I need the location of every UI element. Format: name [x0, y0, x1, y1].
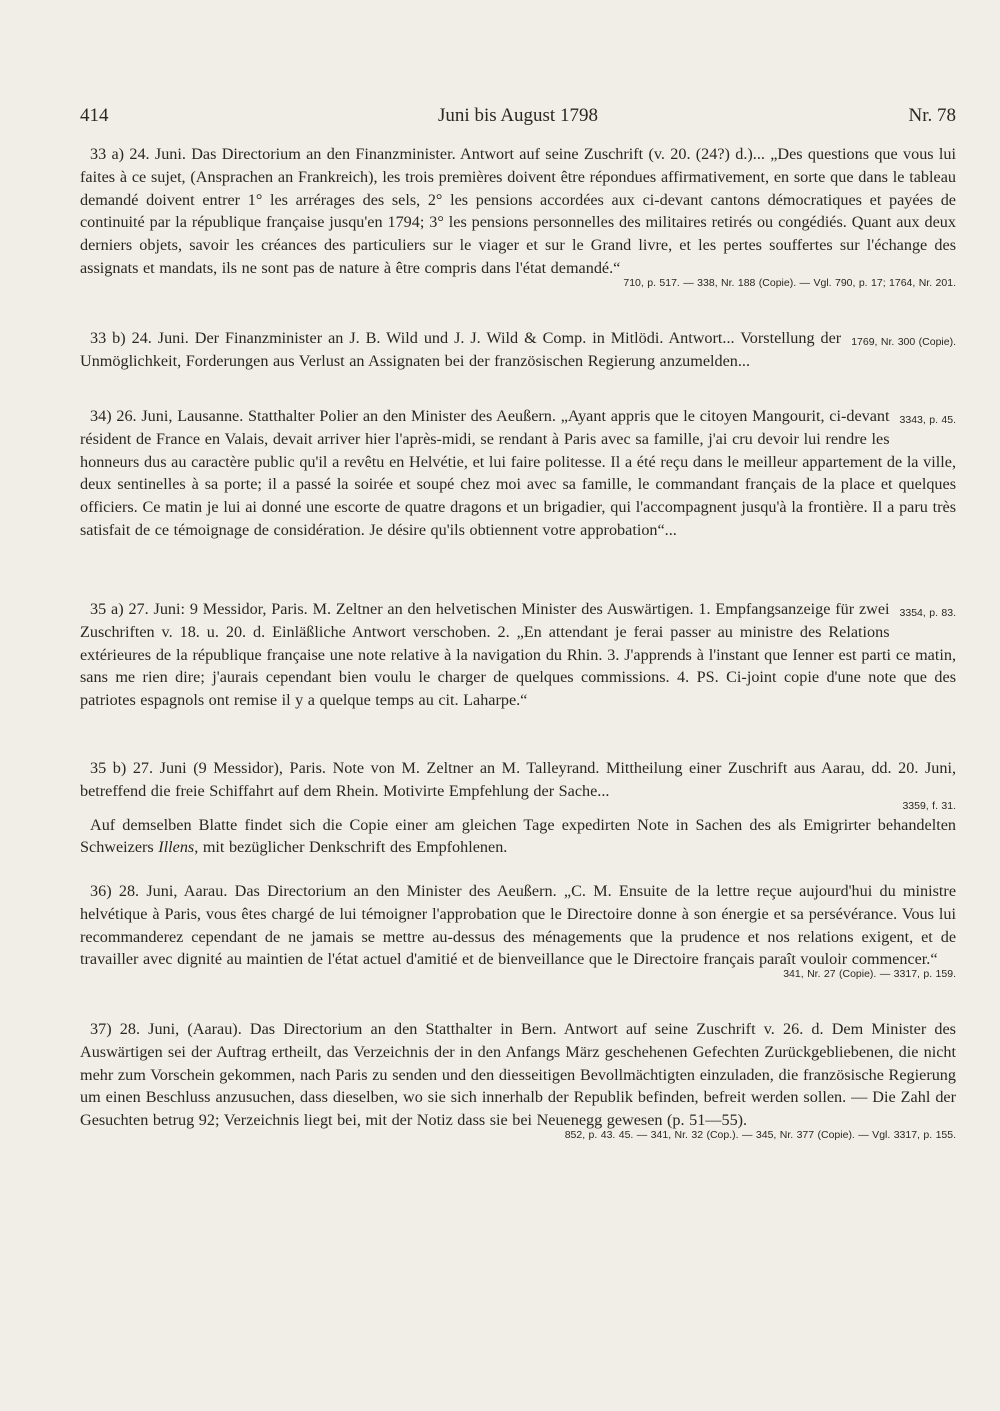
- entry-36: [80, 880, 956, 982]
- archive-reference: 3359, f. 31.: [902, 799, 956, 812]
- archive-reference: 3354, p. 83.: [899, 607, 956, 619]
- archive-reference: 710, p. 517. — 338, Nr. 188 (Copie). — Vgl. 790, p. 17; 1764, Nr. 201.: [623, 276, 956, 289]
- person-name: Illens: [158, 838, 195, 857]
- entry-note: Auf demselben Blatte findet sich die Copie einer am gleichen Tage expedirten Note in Sachen des als Emigrirter behandelten Schweizers Illens, mit bezüglicher Denkschrift des Empfohlenen.: [80, 815, 956, 857]
- archive-reference: 852, p. 43. 45. — 341, Nr. 32 (Cop.). — 345, Nr. 377 (Copie). — Vgl. 3317, p. 155.: [564, 1128, 956, 1141]
- entry-text: 33 a) 24. Juni. Das Directorium an den Finanzminister. Antwort auf seine Zuschrift (v. 20. (24?) d.)... „Des questions que vous lui faites à ce sujet, (Ansprachen an Frankreich), les trois premières doivent être répondues affirmativement, en sorte que dans le tableau demandé doivent entrer 1° les arrérages des sels, 2° les pensions accordées aux ci-devant cantons démocratiques et payées de continuité par la république française jusqu'en 1794; 3° les pensions personnelles des militaires retirés ou congédiés. Quant aux deux derniers objets, savoir les créances des particuliers sur le viager et sur le Grand livre, et les pertes souffertes sur l'échange des assignats et mandats, ils ne sont pas de nature à être compris dans l'état demandé.“: [80, 145, 956, 277]
- page-number: 414: [80, 105, 109, 126]
- entry-text: 36) 28. Juni, Aarau. Das Directorium an den Minister des Aeußern. „C. M. Ensuite de la lettre reçue aujourd'hui du ministre helvétique à Paris, vous êtes chargé de lui témoigner l'approbation que le Directoire donne à son énergie et sa persévérance. Vous lui recommanderez cependant de ne jamais se mettre au-dessus des ménagements que la prudence et nos relations exigent, et de travailler avec dignité au maintien de l'état actuel d'amitié et de bienveillance que le Directoire français paraît vouloir commencer.“: [80, 882, 956, 969]
- archive-reference: 1769, Nr. 300 (Copie).: [851, 336, 956, 348]
- entry-34: [80, 405, 956, 542]
- archive-reference: 3343, p. 45.: [899, 414, 956, 426]
- archive-reference: 341, Nr. 27 (Copie). — 3317, p. 159.: [783, 968, 956, 981]
- entry-text: 35 b) 27. Juni (9 Messidor), Paris. Note von M. Zeltner an M. Talleyrand. Mittheilung einer Zuschrift aus Aarau, dd. 20. Juni, betreffend die freie Schiffahrt auf dem Rhein. Motivirte Empfehlung der Sache...: [80, 759, 956, 800]
- entry-text: 1769, Nr. 300 (Copie). 33 b) 24. Juni. Der Finanzminister an J. B. Wild und J. J. Wild & Comp. in Mitlödi. Antwort... Vorstellung der Unmöglichkeit, Forderungen aus Verlust an Assignaten bei der französischen Regierung anzumelden...: [80, 329, 956, 370]
- entry-text: 3354, p. 83. 35 a) 27. Juni: 9 Messidor, Paris. M. Zeltner an den helvetischen Minister des Auswärtigen. 1. Empfangsanzeige für zwei Zuschriften v. 18. u. 20. d. Einläßliche Antwort verschoben. 2. „En attendant je ferai passer au ministre des Relations extérieures de la république française une note relative à la navigation du Rhin. 3. J'apprends à l'instant que Ienner est parti ce matin, sans me rien dire; j'aurais cependant bien voulu le charger de quelques commissions. 4. PS. Ci-joint copie d'une note que des patriotes espagnols ont remise il y a quelque temps au cit. Laharpe.“: [80, 600, 956, 710]
- running-title: Juni bis August 1798: [438, 105, 598, 126]
- entry-text: 37) 28. Juni, (Aarau). Das Directorium an den Statthalter in Bern. Antwort auf seine Zuschrift v. 26. d. Dem Minister des Auswärtigen sei der Auftrag ertheilt, das Verzeichnis der in den Anfangs März geschehenen Gefechten Zurückgebliebenen, die nicht mehr zum Vorschein gekommen, nach Paris zu senden und den diesseitigen Bevollmächtigten einzuladen, die französische Regierung um einen Beschluss anzusuchen, dass dieselben, wo sie sich innerhalb der Republik befinden, befreit werden sollen. — Die Zahl der Gesuchten betrug 92; Verzeichnis liegt bei, mit der Notiz dass sie bei Neuenegg gewesen (p. 51—55).: [80, 1020, 956, 1130]
- entry-33b: [80, 327, 956, 373]
- entry-35b: [80, 757, 956, 859]
- page-header: [80, 102, 956, 130]
- entry-text: 3343, p. 45. 34) 26. Juni, Lausanne. Statthalter Polier an den Minister des Aeußern. „Ayant appris que le citoyen Mangourit, ci-devant résident de France en Valais, devait arriver hier l'après-midi, se rendant à Paris avec sa famille, j'ai cru devoir lui rendre les honneurs dus au caractère public qu'il a revêtu en Helvétie, et lui faire politesse. Il a été reçu dans le meilleur appartement de la ville, deux sentinelles à sa porte; il a passé la soirée et soupé chez moi avec sa famille, le commandant français de la place et quelques officiers. Ce matin je lui ai donné une escorte de quatre dragons et un brigadier, qui l'accompagnent jusqu'à la frontière. Il a paru très satisfait de ce témoignage de considération. Je désire qu'ils obtiennent votre approbation“...: [80, 407, 956, 539]
- section-number: Nr. 78: [908, 105, 956, 126]
- entry-35a: [80, 598, 956, 712]
- entry-33a: [80, 143, 956, 291]
- entry-37: [80, 1018, 956, 1143]
